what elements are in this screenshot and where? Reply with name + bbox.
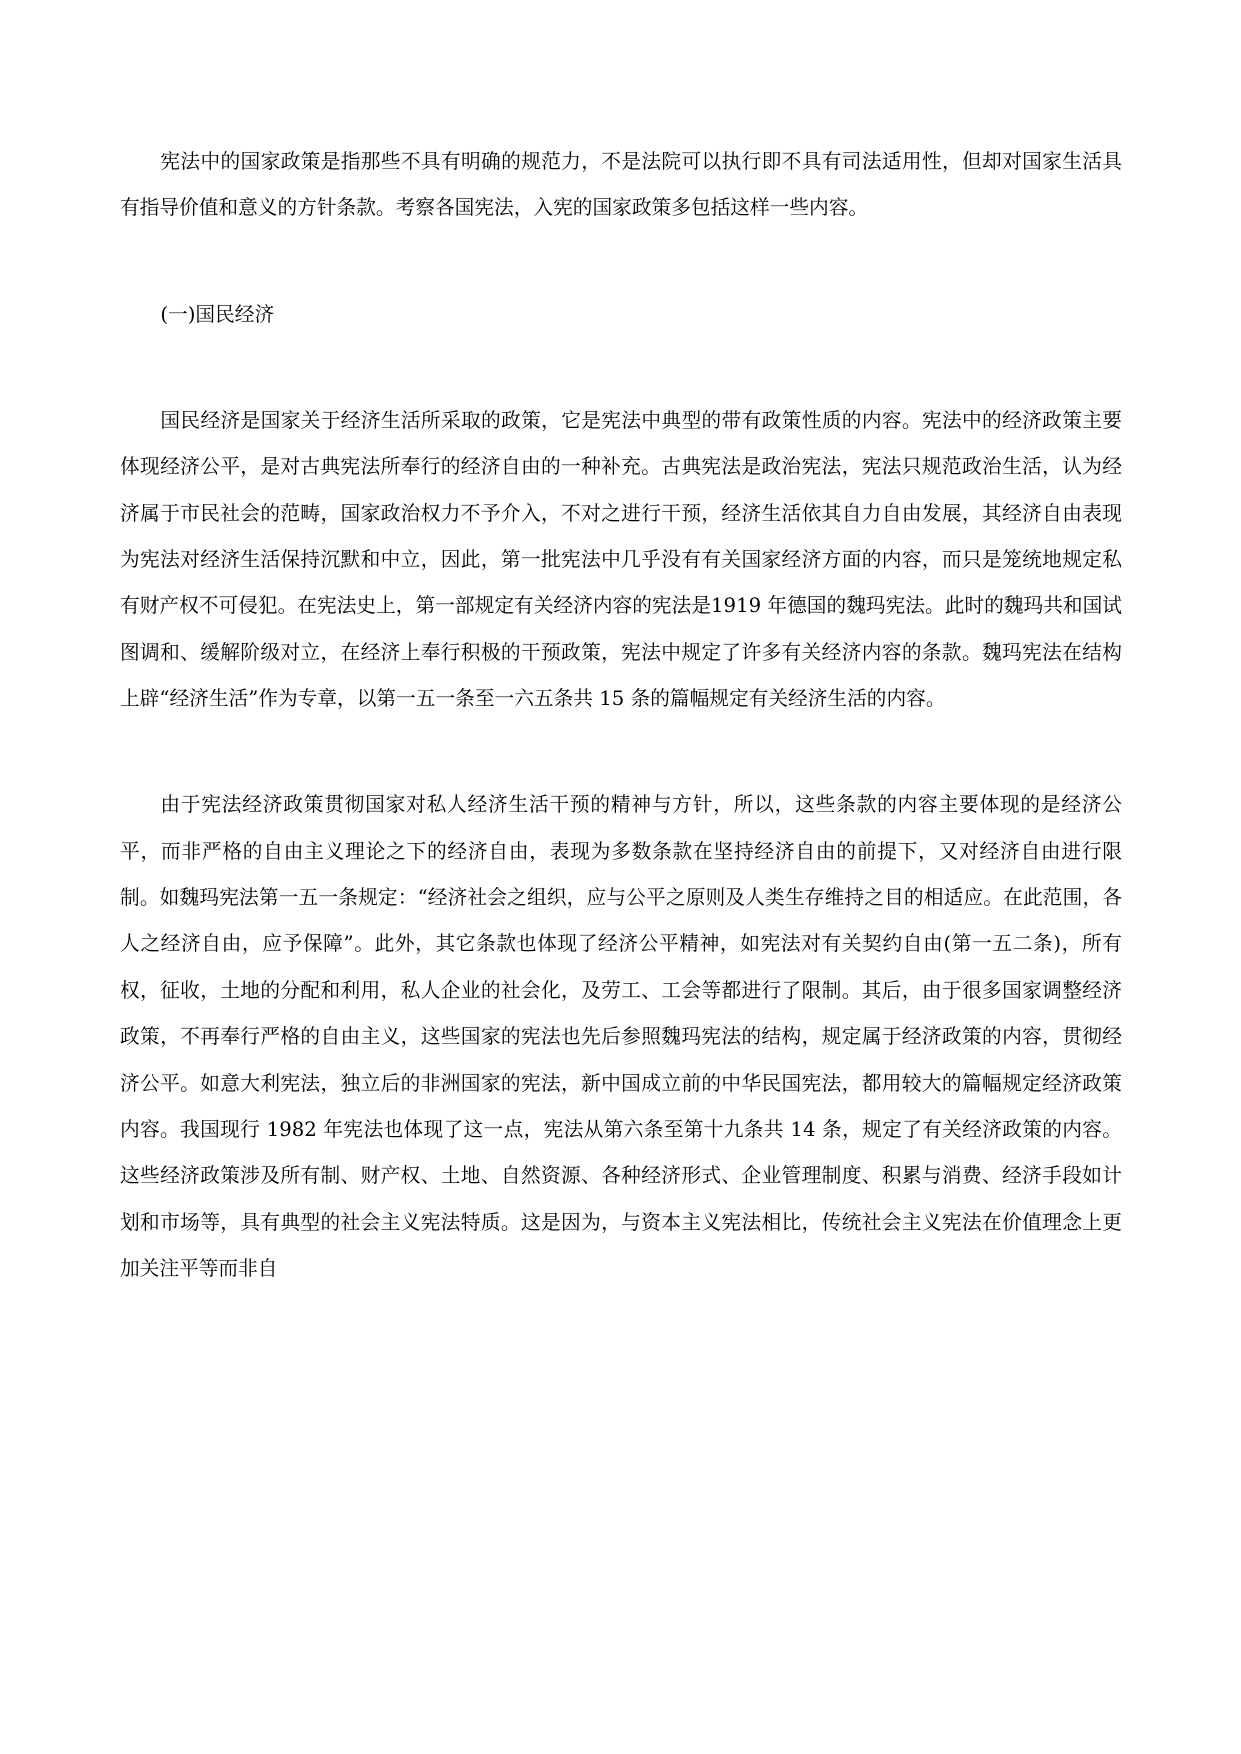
body-paragraph-1: 国民经济是国家关于经济生活所采取的政策，它是宪法中典型的带有政策性质的内容。宪法中的经济政策主要体现经济公平，是对古典宪法所奉行的经济自由的一种补充。古典宪法是政治宪法，宪法只规范政治生活，认为经济属于市民社会的范畴，国家政治权力不予介入，不对之进行干预，经济生活依其自力自由发展，其经济自由表现为宪法对经济生活保持沉默和中立，因此，第一批宪法中几乎没有有关国家经济方面的内容，而只是笼统地规定私有财产权不可侵犯。在宪法史上，第一部规定有关经济内容的宪法是1919 年德国的魏玛宪法。此时的魏玛共和国试图调和、缓解阶级对立，在经济上奉行积极的干预政策，宪法中规定了许多有关经济内容的条款。魏玛宪法在结构上辟“经济生活”作为专章，以第一五一条至一六五条共 15 条的篇幅规定有关经济生活的内容。: [120, 409, 1122, 711]
intro-paragraph: 宪法中的国家政策是指那些不具有明确的规范力，不是法院可以执行即不具有司法适用性，但却对国家生活具有指导价值和意义的方针条款。考察各国宪法，入宪的国家政策多包括这样一些内容。: [120, 150, 1122, 220]
section-heading: (一)国民经济: [160, 302, 275, 326]
body-paragraph-2: 由于宪法经济政策贯彻国家对私人经济生活干预的精神与方针，所以，这些条款的内容主要体现的是经济公平，而非严格的自由主义理论之下的经济自由，表现为多数条款在坚持经济自由的前提下，又对经济自由进行限制。如魏玛宪法第一五一条规定：“经济社会之组织，应与公平之原则及人类生存维持之目的相适应。在此范围，各人之经济自由，应予保障”。此外，其它条款也体现了经济公平精神，如宪法对有关契约自由(第一五二条)，所有权，征收，土地的分配和利用，私人企业的社会化，及劳工、工会等都进行了限制。其后，由于很多国家调整经济政策，不再奉行严格的自由主义，这些国家的宪法也先后参照魏玛宪法的结构，规定属于经济政策的内容，贯彻经济公平。如意大利宪法，独立后的非洲国家的宪法，新中国成立前的中华民国宪法，都用较大的篇幅规定经济政策内容。我国现行 1982 年宪法也体现了这一点，宪法从第六条至第十九条共 14 条，规定了有关经济政策的内容。这些经济政策涉及所有制、财产权、土地、自然资源、各种经济形式、企业管理制度、积累与消费、经济手段如计划和市场等，具有典型的社会主义宪法特质。这是因为，与资本主义宪法相比，传统社会主义宪法在价值理念上更加关注平等而非自: [120, 793, 1122, 1280]
document-page: [120, 139, 1122, 1292]
